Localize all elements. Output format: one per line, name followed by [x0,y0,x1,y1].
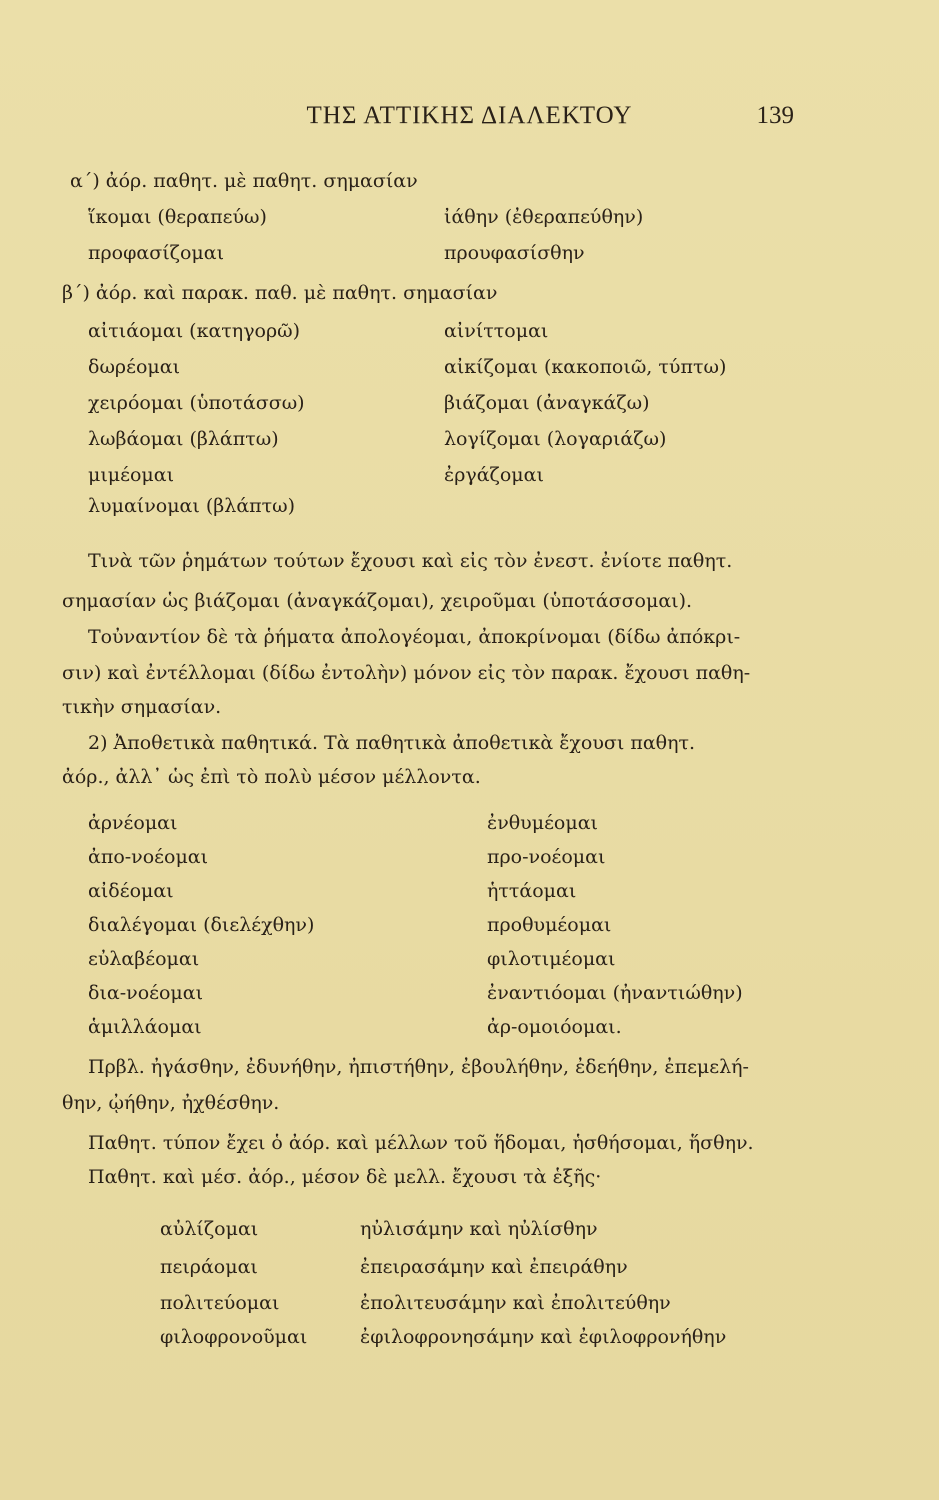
section-b-heading: β΄) ἀόρ. καὶ παρακ. παθ. μὲ παθητ. σημασίαν [62,282,498,304]
section-b-left-0: αἰτιάομαι (κατηγορῶ) [88,320,301,342]
section-2-left-0: ἀρνέομαι [88,812,178,834]
section-a-right-1: προυφασίσθην [444,242,585,264]
section-b-right-3: λογίζομαι (λογαριάζω) [444,428,667,450]
section-2-right-1: προ-νοέομαι [487,846,606,868]
running-header [0,102,939,138]
paragraph-1-line-0: Τινὰ τῶν ῥημάτων τούτων ἔχουσι καὶ εἰς τὸν ἐνεστ. ἐνίοτε παθητ. [88,550,733,572]
paragraph-2-line-2: Παθητ. τύπον ἔχει ὁ ἀόρ. καὶ μέλλων τοῦ ἥδομαι, ἡσθήσομαι, ἥσθην. [88,1132,754,1154]
final-table-left-3: φιλοφρονοῦμαι [160,1326,308,1348]
section-a-left-1: προφασίζομαι [88,242,225,264]
paragraph-1-line-1: σημασίαν ὡς βιάζομαι (ἀναγκάζομαι), χειροῦμαι (ὑποτάσσομαι). [62,590,693,612]
paragraph-1-line-3: σιν) καὶ ἐντέλλομαι (δίδω ἐντολὴν) μόνον εἰς τὸν παρακ. ἔχουσι παθη- [62,662,751,684]
section-b-right-4: ἐργάζομαι [444,464,544,486]
section-b-left-5: λυμαίνομαι (βλάπτω) [88,495,296,517]
paragraph-1-line-2: Τοὐναντίον δὲ τὰ ῥήματα ἀπολογέομαι, ἀποκρίνομαι (δίδω ἀπόκρι- [88,626,741,648]
section-b-left-4: μιμέομαι [88,464,175,486]
paragraph-1-line-4: τικὴν σημασίαν. [62,696,222,718]
section-b-right-1: αἰκίζομαι (κακοποιῶ, τύπτω) [444,356,727,378]
final-table-right-2: ἐπολιτευσάμην καὶ ἐπολιτεύθην [360,1292,671,1314]
section-a-right-0: ἰάθην (ἐθεραπεύθην) [444,206,644,228]
final-table-left-1: πειράομαι [160,1256,258,1278]
final-table-right-1: ἐπειρασάμην καὶ ἐπειράθην [360,1256,628,1278]
section-2-left-2: αἰδέομαι [88,880,174,902]
section-2-left-1: ἀπο-νοέομαι [88,846,209,868]
section-2-right-5: ἐναντιόομαι (ἠναντιώθην) [487,982,743,1004]
final-table-right-3: ἐφιλοφρονησάμην καὶ ἐφιλοφρονήθην [360,1326,727,1348]
paragraph-2-line-1: θην, ᾠήθην, ἠχθέσθην. [62,1092,280,1114]
header-title: ΤΗΣ ΑΤΤΙΚΗΣ ΔΙΑΛΕΚΤΟΥ [306,102,633,129]
section-a-left-0: ἵκομαι (θεραπεύω) [88,206,267,228]
section-2-right-0: ἐνθυμέομαι [487,812,598,834]
section-b-left-1: δωρέομαι [88,356,181,378]
final-table-right-0: ηὐλισάμην καὶ ηὐλίσθην [360,1218,598,1240]
section-b-right-2: βιάζομαι (ἀναγκάζω) [444,392,650,414]
section-2-right-2: ἡττάομαι [487,880,577,902]
section-2-left-5: δια-νοέομαι [88,982,204,1004]
paragraph-2-line-3: Παθητ. καὶ μέσ. ἀόρ., μέσον δὲ μελλ. ἔχουσι τὰ ἑξῆς· [88,1166,602,1188]
section-b-left-3: λωβάομαι (βλάπτω) [88,428,279,450]
section-2-left-3: διαλέγομαι (διελέχθην) [88,914,315,936]
section-2-line-0: 2) Ἀποθετικὰ παθητικά. Τὰ παθητικὰ ἀποθετικὰ ἔχουσι παθητ. [88,732,696,754]
final-table-left-2: πολιτεύομαι [160,1292,280,1314]
paragraph-2-line-0: Πρβλ. ἠγάσθην, ἐδυνήθην, ἠπιστήθην, ἐβουλήθην, ἐδεήθην, ἐπεμελή- [88,1056,749,1078]
section-2-right-6: ἀρ-ομοιόομαι. [487,1016,622,1038]
section-2-left-4: εὐλαβέομαι [88,948,200,970]
final-table-left-0: αὐλίζομαι [160,1218,259,1240]
section-b-left-2: χειρόομαι (ὑποτάσσω) [88,392,305,414]
page-number: 139 [756,102,794,129]
section-a-heading: α΄) ἀόρ. παθητ. μὲ παθητ. σημασίαν [70,170,418,192]
section-2-left-6: ἁμιλλάομαι [88,1016,202,1038]
section-2-right-3: προθυμέομαι [487,914,612,936]
section-2-right-4: φιλοτιμέομαι [487,948,616,970]
section-2-line-1: ἀόρ., ἀλλ᾽ ὡς ἐπὶ τὸ πολὺ μέσον μέλλοντα. [62,766,481,788]
section-b-right-0: αἰνίττομαι [444,320,549,342]
